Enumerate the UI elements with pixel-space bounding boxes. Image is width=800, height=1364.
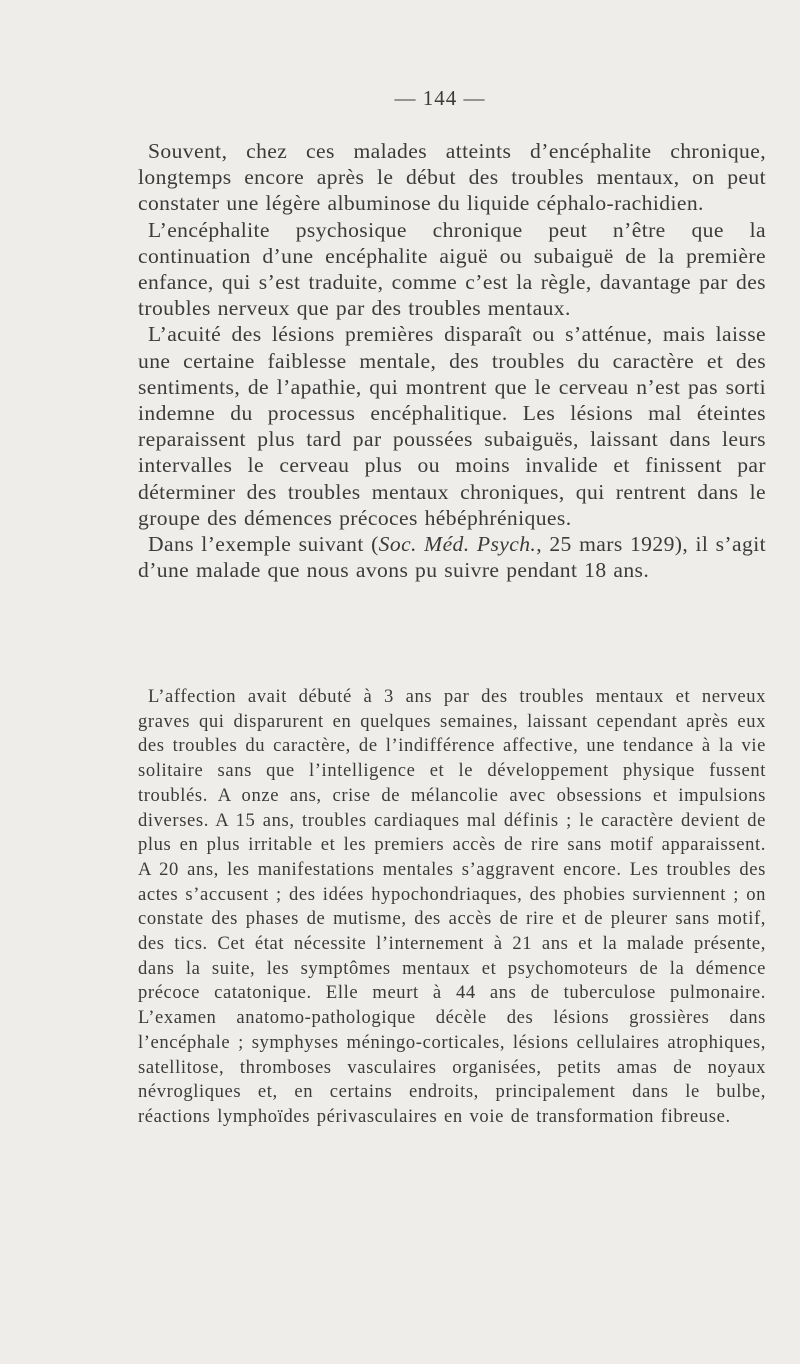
main-text <box>138 138 766 583</box>
paragraph-1: Souvent, chez ces malades atteints d’encéphalite chronique, longtemps encore après le début des troubles mentaux, on peut constater une légère albuminose du liquide céphalo-rachidien. <box>138 139 766 216</box>
citation-journal: Soc. Méd. Psych. <box>378 532 537 557</box>
paragraph-3: L’acuité des lésions premières disparaît ou s’atténue, mais laisse une certaine faiblesse mentale, des troubles du caractère et des sentiments, de l’apathie, qui montrent que le cerveau n’est pas sorti indemne du processus encéphalitique. Les lésions mal éteintes reparaissent plus tard par poussées subaiguës, laissant dans leurs intervalles le cerveau plus ou moins invalide et finissent par déterminer des troubles mentaux chroniques, qui rentrent dans le groupe des démences précoces hébéphréniques. <box>138 322 766 530</box>
citation-date: , 25 mars 1929), il s’agit d’une malade que nous avons pu suivre pendant 18 ans. <box>138 532 766 583</box>
example-intro: Dans l’exemple suivant ( <box>148 532 379 557</box>
paragraph-example <box>138 531 766 583</box>
case-observation: L’affection avait débuté à 3 ans par des troubles mentaux et nerveux graves qui disparurent en quelques semaines, laissant cependant après eux des troubles du caractère, de l’indifférence affective, une tendance à la vie solitaire sans que l’intelligence et le développement physique fussent troublés. A onze ans, crise de mélancolie avec obsessions et impulsions diverses. A 15 ans, troubles cardiaques mal définis ; le caractère devient de plus en plus irritable et les premiers accès de rire sans motif apparaissent. A 20 ans, les manifestations mentales s’aggravent encore. Les troubles des actes s’accusent ; des idées hypochondriaques, des phobies surviennent ; on constate des phases de mutisme, des accès de rire et de pleurer sans motif, des tics. Cet état nécessite l’internement à 21 ans et la malade présente, dans la suite, les symptômes mentaux et psychomoteurs de la démence précoce catatonique. Elle meurt à 44 ans de tuberculose pulmonaire. L’examen anatomo-pathologique décèle des lésions grossières dans l’encéphale ; symphyses méningo-corticales, lésions cellulaires atrophiques, satellitose, thromboses vasculaires organisées, petits amas de noyaux névrogliques et, en certains endroits, principalement dans le bulbe, réactions lymphoïdes périvasculaires en voie de transformation fibreuse. <box>138 686 766 1127</box>
paragraph-2: L’encéphalite psychosique chronique peut n’être que la continuation d’une encéphalite aiguë ou subaiguë de la première enfance, qui s’est traduite, comme c’est la règle, davantage par des troubles nerveux que par des troubles mentaux. <box>138 217 766 321</box>
page-number: — 144 — <box>394 86 486 110</box>
